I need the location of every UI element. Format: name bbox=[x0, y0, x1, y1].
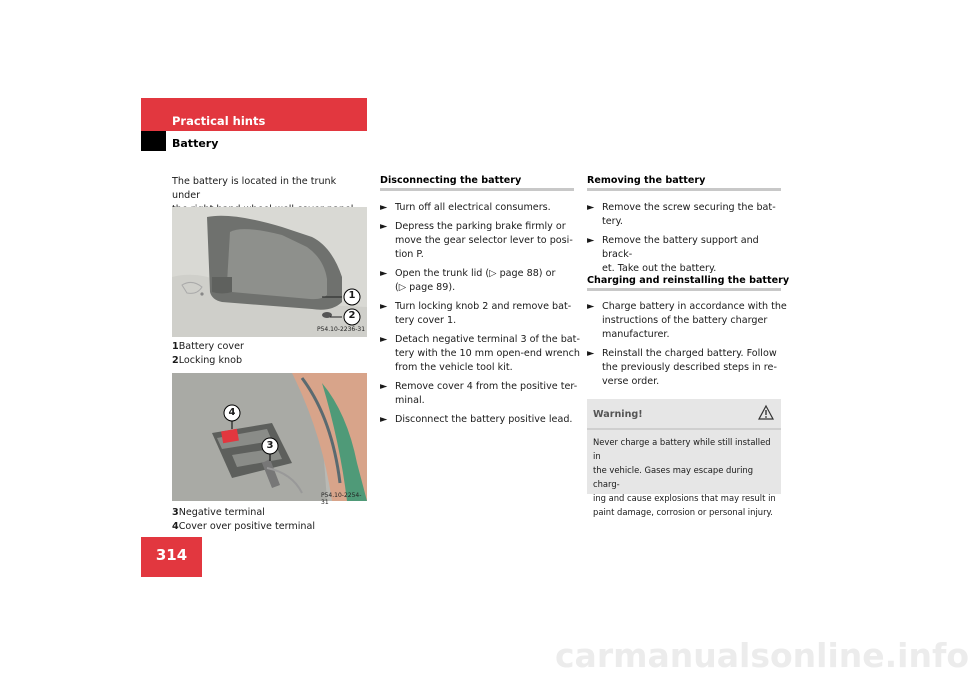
step-item: ► Remove the screw securing the bat- tery. bbox=[587, 202, 776, 227]
warning-title: Warning! bbox=[593, 409, 643, 420]
marker-2: 2 bbox=[348, 310, 356, 321]
chapter-title: Practical hints bbox=[172, 114, 266, 128]
warning-separator bbox=[587, 428, 781, 430]
section-title: Battery bbox=[172, 137, 219, 150]
warning-text: Never charge a battery while still installed in the vehicle. Gases may escape during charg- ing and cause explosions that may result in paint damage, corrosion or personal injury. bbox=[593, 437, 776, 517]
intro-text: The battery is located in the trunk under bbox=[172, 176, 337, 201]
battery-terminal-image bbox=[172, 373, 367, 506]
image-ref-1: P54.10-2236-31 bbox=[317, 326, 366, 333]
watermark: carmanualsonline.info bbox=[555, 636, 969, 675]
step-item: ► Remove cover 4 from the positive ter- minal. bbox=[380, 381, 578, 406]
step-item: ► Detach negative terminal 3 of the bat- tery with the 10 mm open-end wrench from the vehicle tool kit. bbox=[380, 334, 580, 373]
caption-1: 1Battery cover 2Locking knob bbox=[172, 341, 244, 366]
battery-terminal-illustration bbox=[172, 373, 367, 501]
disconnect-steps bbox=[380, 201, 580, 432]
step-item: ► Open the trunk lid (▷ page 88) or (▷ page 89). bbox=[380, 268, 556, 293]
step-item: ► Depress the parking brake firmly or move the gear selector lever to posi- tion P. bbox=[380, 221, 573, 260]
step-item: ► Charge battery in accordance with the instructions of the battery charger manufacturer. bbox=[587, 301, 787, 340]
removing-steps bbox=[587, 201, 787, 281]
heading-disconnecting: Disconnecting the battery bbox=[380, 175, 522, 186]
page-number: 314 bbox=[155, 546, 188, 564]
section-marker bbox=[141, 131, 166, 151]
battery-cover-illustration bbox=[172, 207, 367, 337]
warning-triangle-icon bbox=[758, 405, 774, 423]
step-item: ► Remove the battery support and brack- et. Take out the battery. bbox=[587, 235, 759, 274]
step-item: ► Disconnect the battery positive lead. bbox=[380, 414, 573, 425]
caption-2: 3Negative terminal 4Cover over positive terminal bbox=[172, 507, 316, 532]
heading-rule bbox=[587, 188, 781, 191]
marker-3: 3 bbox=[266, 440, 274, 451]
image-ref-2: P54.10-2254-31 bbox=[321, 492, 362, 506]
heading-rule bbox=[587, 288, 781, 291]
marker-4: 4 bbox=[228, 407, 236, 418]
battery-cover-image bbox=[172, 207, 367, 337]
heading-removing: Removing the battery bbox=[587, 175, 706, 186]
heading-charging: Charging and reinstalling the battery bbox=[587, 275, 790, 286]
charging-steps bbox=[587, 300, 787, 394]
heading-rule bbox=[380, 188, 574, 191]
marker-1: 1 bbox=[348, 290, 356, 301]
step-item: ► Turn locking knob 2 and remove bat- tery cover 1. bbox=[380, 301, 572, 326]
step-item: ► Reinstall the charged battery. Follow the previously described steps in re- verse order. bbox=[587, 348, 777, 387]
step-item: ► Turn off all electrical consumers. bbox=[380, 202, 551, 213]
